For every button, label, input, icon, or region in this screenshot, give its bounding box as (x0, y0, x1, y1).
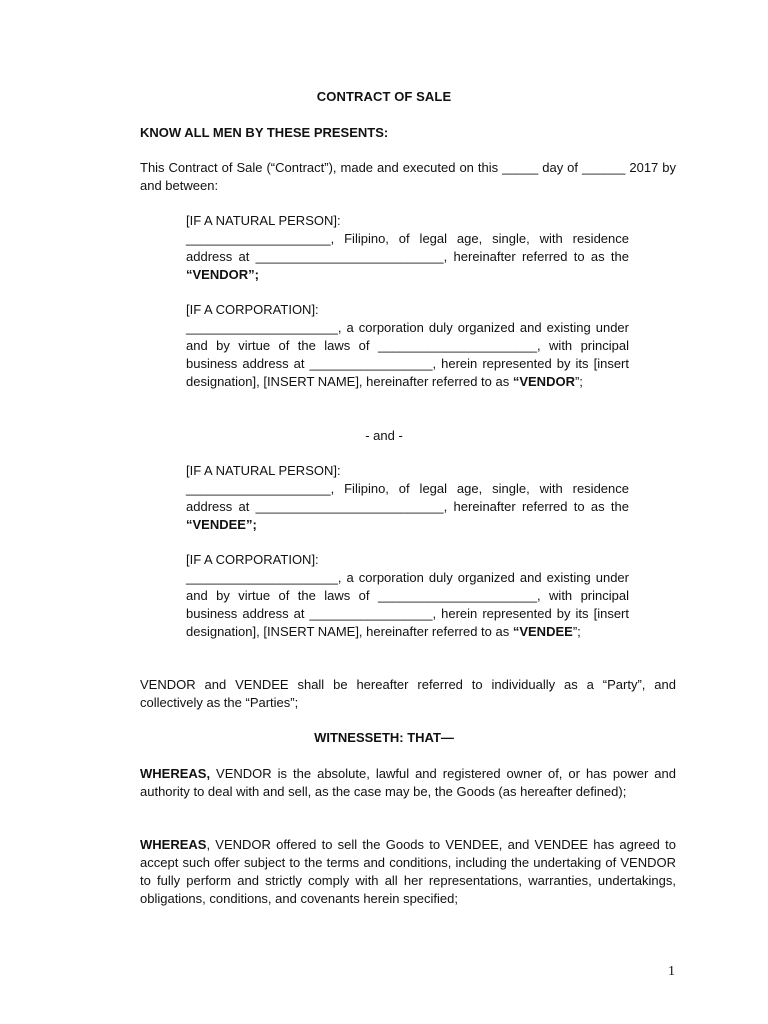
vendor-natural-text: ____________________, Filipino, of legal age, single, with residence address at __________________________, hereinafter referred to as the (186, 231, 629, 264)
vendee-corp-party: “VENDEE (512, 624, 573, 639)
page-number: 1 (668, 964, 675, 979)
vendee-corp-paragraph (186, 569, 629, 641)
vendor-corp-paragraph (186, 319, 629, 391)
intro-paragraph: This Contract of Sale (“Contract”), made and executed on this _____ day of ______ 2017 by and between: (140, 160, 676, 193)
and-separator: - and - (365, 428, 403, 443)
whereas-2-lead: WHEREAS (140, 837, 207, 852)
whereas-1-text: VENDOR is the absolute, lawful and registered owner of, or has power and authority to deal with and sell, as the case may be, the Goods (as hereafter defined); (140, 766, 676, 799)
know-all-heading: KNOW ALL MEN BY THESE PRESENTS: (140, 125, 389, 140)
vendor-corp-party-end: ”; (574, 374, 583, 389)
document-title: CONTRACT OF SALE (316, 89, 452, 104)
vendee-corp-party-end: ”; (572, 624, 581, 639)
whereas-2-text: , VENDOR offered to sell the Goods to VENDEE, and VENDEE has agreed to accept such offer subject to the terms and conditions, including the undertaking of VENDOR to fully perform and strictly comply with all her representations, warranties, undertakings, obligations, conditions, and covenants herein specified; (140, 837, 676, 906)
whereas-paragraph-1 (140, 765, 676, 801)
whereas-paragraph-2 (140, 836, 676, 908)
vendor-corp-label: [IF A CORPORATION]: (186, 302, 319, 317)
witnesseth-heading: WITNESSETH: THAT— (314, 730, 454, 745)
vendor-corp-party: “VENDOR (512, 374, 575, 389)
vendee-corp-text: _____________________, a corporation duly organized and existing under and by virtue of the laws of ______________________, with principal business address at _________________, herein represented by its [insert designation], [INSERT NAME], hereinafter referred to as (186, 570, 629, 639)
vendee-party-label: “VENDEE”; (186, 517, 257, 532)
vendor-corp-text: _____________________, a corporation duly organized and existing under and by virtue of the laws of ______________________, with principal business address at _________________, herein represented by its [insert designation], [INSERT NAME], hereinafter referred to as (186, 320, 629, 389)
vendee-natural-paragraph (186, 480, 629, 534)
vendee-corp-label: [IF A CORPORATION]: (186, 552, 319, 567)
vendee-natural-label: [IF A NATURAL PERSON]: (186, 463, 341, 478)
whereas-1-lead: WHEREAS, (140, 766, 211, 781)
parties-paragraph: VENDOR and VENDEE shall be hereafter referred to individually as a “Party”, and collectively as the “Parties”; (140, 677, 676, 710)
vendee-natural-text: ____________________, Filipino, of legal age, single, with residence address at __________________________, hereinafter referred to as the (186, 481, 629, 514)
vendor-party-label: “VENDOR”; (186, 267, 259, 282)
vendor-natural-paragraph (186, 230, 629, 284)
vendor-natural-label: [IF A NATURAL PERSON]: (186, 213, 341, 228)
